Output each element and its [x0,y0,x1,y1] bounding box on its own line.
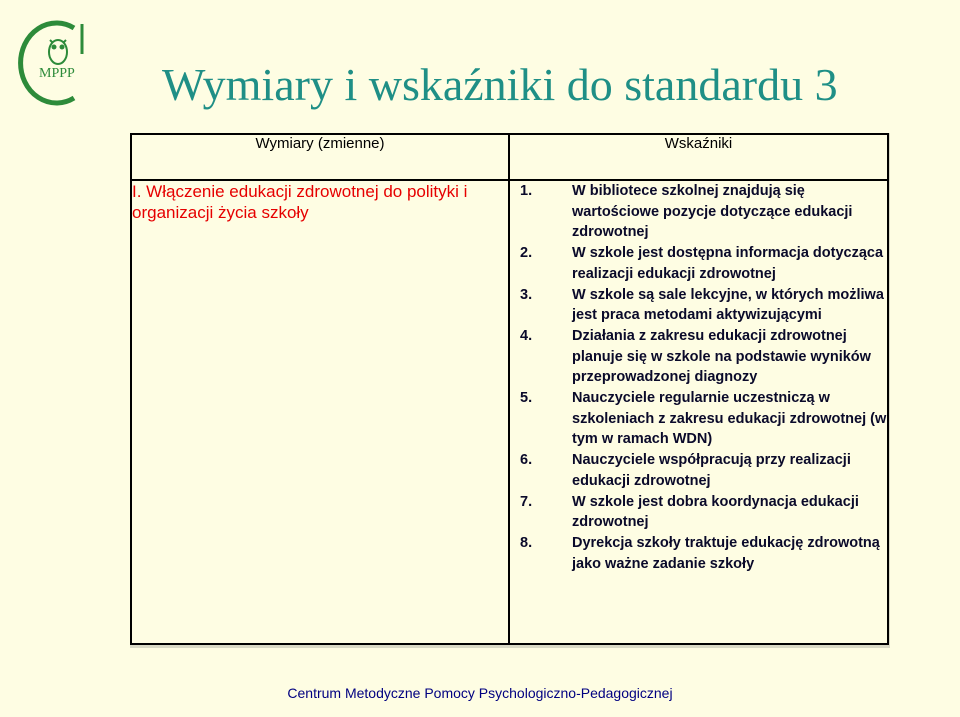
indicator-number: 8. [520,535,533,551]
indicator-number: 6. [520,452,533,468]
indicator-text: Dyrekcja szkoły traktuje edukację zdrowotną jako ważne zadanie szkoły [572,535,880,572]
indicator-number: 1. [520,183,533,199]
page-title: Wymiary i wskaźniki do standardu 3 [162,59,838,110]
indicator-item [510,450,887,491]
indicator-text: W bibliotece szkolnej znajdują się wartościowe pozycje dotyczące edukacji zdrowotnej [572,183,853,240]
owl-icon [14,14,96,106]
indicator-item [510,326,887,388]
indicators-cell [509,180,888,644]
footer-institution: Centrum Metodyczne Pomocy Psychologiczno-Pedagogicznej [287,685,673,701]
indicator-text: W szkole są sale lekcyjne, w których możliwa jest praca metodami aktywizującymi [572,286,884,323]
indicator-text: W szkole jest dostępna informacja dotycząca realizacji edukacji zdrowotnej [572,245,884,282]
indicator-text: Nauczyciele współpracują przy realizacji edukacji zdrowotnej [572,452,851,489]
indicator-item [510,533,887,574]
indicator-item [510,181,887,243]
header-dimensions: Wymiary (zmienne) [131,134,509,180]
standard-table-container [130,133,890,648]
table-row [131,180,888,644]
indicator-text: Nauczyciele regularnie uczestniczą w szkoleniach z zakresu edukacji zdrowotnej (w tym w ramach WDN) [572,390,887,447]
indicator-number: 2. [520,245,533,261]
indicator-item [510,285,887,326]
header-indicators: Wskaźniki [509,134,888,180]
indicator-item [510,388,887,450]
logo-text: MPPP [39,66,75,81]
indicator-list [510,181,887,574]
cmppp-logo [14,14,96,106]
indicator-number: 3. [520,286,533,303]
indicator-number: 4. [520,328,533,344]
indicator-text: W szkole jest dobra koordynacja edukacji zdrowotnej [572,493,859,530]
indicator-item [510,243,887,284]
indicator-number: 7. [520,493,533,510]
standard-table [130,133,889,645]
indicator-item [510,492,887,533]
dimension-cell: I. Włączenie edukacji zdrowotnej do polityki i organizacji życia szkoły [131,180,509,644]
table-header-row [131,134,888,180]
indicator-number: 5. [520,390,533,406]
indicator-text: Działania z zakresu edukacji zdrowotnej planuje się w szkole na podstawie wyników przeprowadzonej diagnozy [572,328,871,385]
